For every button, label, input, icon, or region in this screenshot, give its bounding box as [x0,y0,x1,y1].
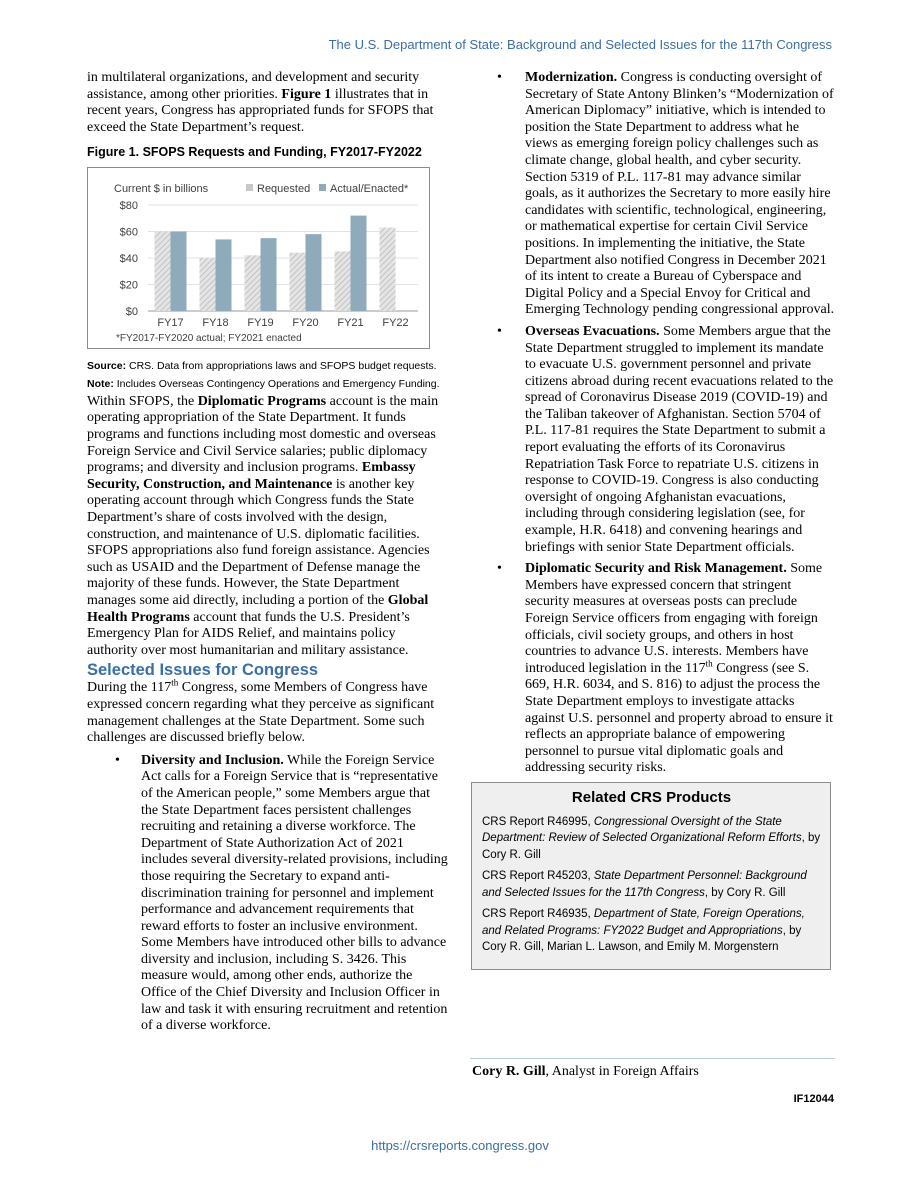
bar-requested [290,253,306,311]
x-tick-label: FY17 [157,316,184,329]
bar-enacted [216,239,232,311]
author-divider [470,1058,835,1059]
related-item: CRS Report R46935, Department of State, Foreign Operations, and Related Programs: FY2022 Budget and Appropriations, by Cory R. Gill, Marian L. Lawson, and Emily M. Morgenstern [482,908,805,954]
footer-url[interactable]: https://crsreports.congress.gov [371,1138,549,1153]
right-column [470,70,835,970]
bar-enacted [351,215,367,310]
x-tick-label: FY19 [247,316,274,329]
x-tick-label: FY20 [292,316,319,329]
legend-swatch-enacted [319,184,326,191]
figure-note: Note: Includes Overseas Contingency Operations and Emergency Funding. [87,377,440,390]
bar-requested [335,251,351,311]
y-tick-label: $20 [119,279,138,292]
bar-enacted [306,234,322,311]
y-tick-label: $40 [119,252,138,265]
related-title: Related CRS Products [571,788,732,806]
chart-footnote: *FY2017-FY2020 actual; FY2021 enacted [116,332,302,344]
running-header: The U.S. Department of State: Background and Selected Issues for the 117th Congress [328,37,832,52]
related-item: CRS Report R45203, State Department Personnel: Background and Selected Issues for the 117th Congress, by Cory R. Gill [482,870,807,899]
bullet-modernization: • Modernization. Congress is conducting oversight of Secretary of State Antony Blinken’s “Modernization of American Diplomacy” initiative, which is intended to position the State Department to address what he views as emerging foreign policy challenges such as climate change, global health, and cyber security. Section 5319 of P.L. 117-81 may advance similar goals, as it authorizes the Secretary to more easily hire candidates with scientific, technological, engineering, or mathematical expertise for certain Civil Service positions. In implementing the initiative, the State Department also notified Congress in December 2021 of its intent to create a Bureau of Cyberspace and Digital Policy and a Special Envoy for Critical and Emerging Technology pending congressional approval. [497,70,835,318]
legend-requested: Requested [257,182,311,195]
bar-requested [245,255,261,311]
y-tick-label: $0 [125,305,138,318]
issues-list-left [115,752,449,1035]
left-column [87,70,449,1035]
bullet-dot: • [497,561,502,577]
bar-enacted [261,238,277,311]
sfops-accounts-paragraph: Within SFOPS, the Diplomatic Programs account is the main operating appropriation of the State Department. It funds programs and functions including most domestic and overseas Foreign Service and Civil Service salaries; public diplomacy programs; and diversity and inclusion programs. Embassy Security, Construction, and Maintenance is another key operating account through which Congress funds the State Department’s share of costs involved with the design, construction, and maintenance of U.S. diplomatic facilities. SFOPS appropriations also fund foreign assistance. Agencies such as USAID and the Department of Defense manage the majority of these funds. However, the State Department manages some aid directly, including a portion of the Global Health Programs account that funds the U.S. President’s Emergency Plan for AIDS Relief, and maintains policy authority over most humanitarian and military assistance. [87,393,439,658]
bullet-evacuations: • Overseas Evacuations. Some Members argue that the State Department struggled to implement its mandate to evacuate U.S. government personnel and private citizens abroad during recent evacuations related to the spread of Coronavirus Disease 2019 (COVID-19) and the Taliban takeover of Afghanistan. Section 5704 of P.L. 117-81 requires the State Department to submit a report evaluating the efforts of its Coronavirus Repatriation Task Force to repatriate U.S. citizens in response to COVID-19. Congress is also conducting oversight of ongoing Afghanistan evacuations, including through considering legislation (see, for example, H.R. 6418) and convening hearings and briefings with senior State Department officials. [497,323,834,555]
x-tick-label: FY18 [202,316,229,329]
issues-list-right [497,70,835,777]
product-code: IF12044 [793,1093,834,1105]
x-tick-label: FY21 [337,316,364,329]
x-tick-label: FY22 [382,316,409,329]
chart-ylabel: Current $ in billions [114,182,209,195]
legend-swatch-requested [246,184,253,191]
bar-requested [155,231,171,311]
bullet-diversity: • Diversity and Inclusion. While the Foreign Service Act calls for a Foreign Service that is “representative of the American people,” some Members argue that the State Department faces persistent challenges recruiting and retaining a diverse workforce. The Department of State Authorization Act of 2021 includes several diversity-related provisions, including those requiring the Secretary to expand anti-discrimination training for personnel and implement performance and advancement requirements that reward efforts to foster an inclusive environment. Some Members have introduced other bills to advance diversity and inclusion, including S. 3426. This measure would, among other ends, authorize the Office of the Chief Diversity and Inclusion Officer in law and task it with ensuring recruitment and retention of a diverse workforce. [115,752,448,1034]
figure-source: Source: CRS. Data from appropriations laws and SFOPS budget requests. [87,359,437,372]
y-tick-label: $80 [119,199,138,212]
legend-enacted: Actual/Enacted* [330,182,409,195]
figure-title: Figure 1. SFOPS Requests and Funding, FY2017-FY2022 [87,145,422,160]
section-intro: During the 117th Congress, some Members of Congress have expressed concern regarding what they perceive as significant management challenges at the State Department. Some such challenges are discussed briefly below. [87,677,435,746]
y-tick-label: $60 [119,226,138,239]
bar-requested [380,227,396,310]
bullet-dot: • [497,323,502,339]
related-products-box [471,782,831,970]
bar-enacted [171,231,187,311]
author-line: Cory R. Gill, Analyst in Foreign Affairs [472,1064,699,1079]
bullet-security: • Diplomatic Security and Risk Management. Some Members have expressed concern that stringent security measures at overseas posts can preclude Foreign Service officers from engaging with foreign officials, civil society groups, and others in host countries to advance U.S. interests. Members have introduced legislation in the 117th Congress (see S. 669, H.R. 6034, and S. 816) to adjust the process the State Department employs to investigate attacks against U.S. personnel and property abroad to ensure it reflects an appropriate balance of empowering personnel to pursue vital diplomatic goals and addressing security risks. [497,561,833,776]
bullet-dot: • [115,752,120,768]
section-heading: Selected Issues for Congress [87,661,319,680]
chart-svg [88,168,429,348]
bullet-dot: • [497,70,502,85]
sfops-chart [87,167,430,349]
bar-requested [200,258,216,311]
related-item: CRS Report R46995, Congressional Oversight of the State Department: Review of Selected Organizational Reform Efforts, by Cory R. Gill [482,815,821,861]
intro-paragraph: in multilateral organizations, and development and security assistance, among other priorities. Figure 1 illustrates that in recent years, Congress has appropriated funds for SFOPS that exceed the State Department’s request. [87,70,434,135]
